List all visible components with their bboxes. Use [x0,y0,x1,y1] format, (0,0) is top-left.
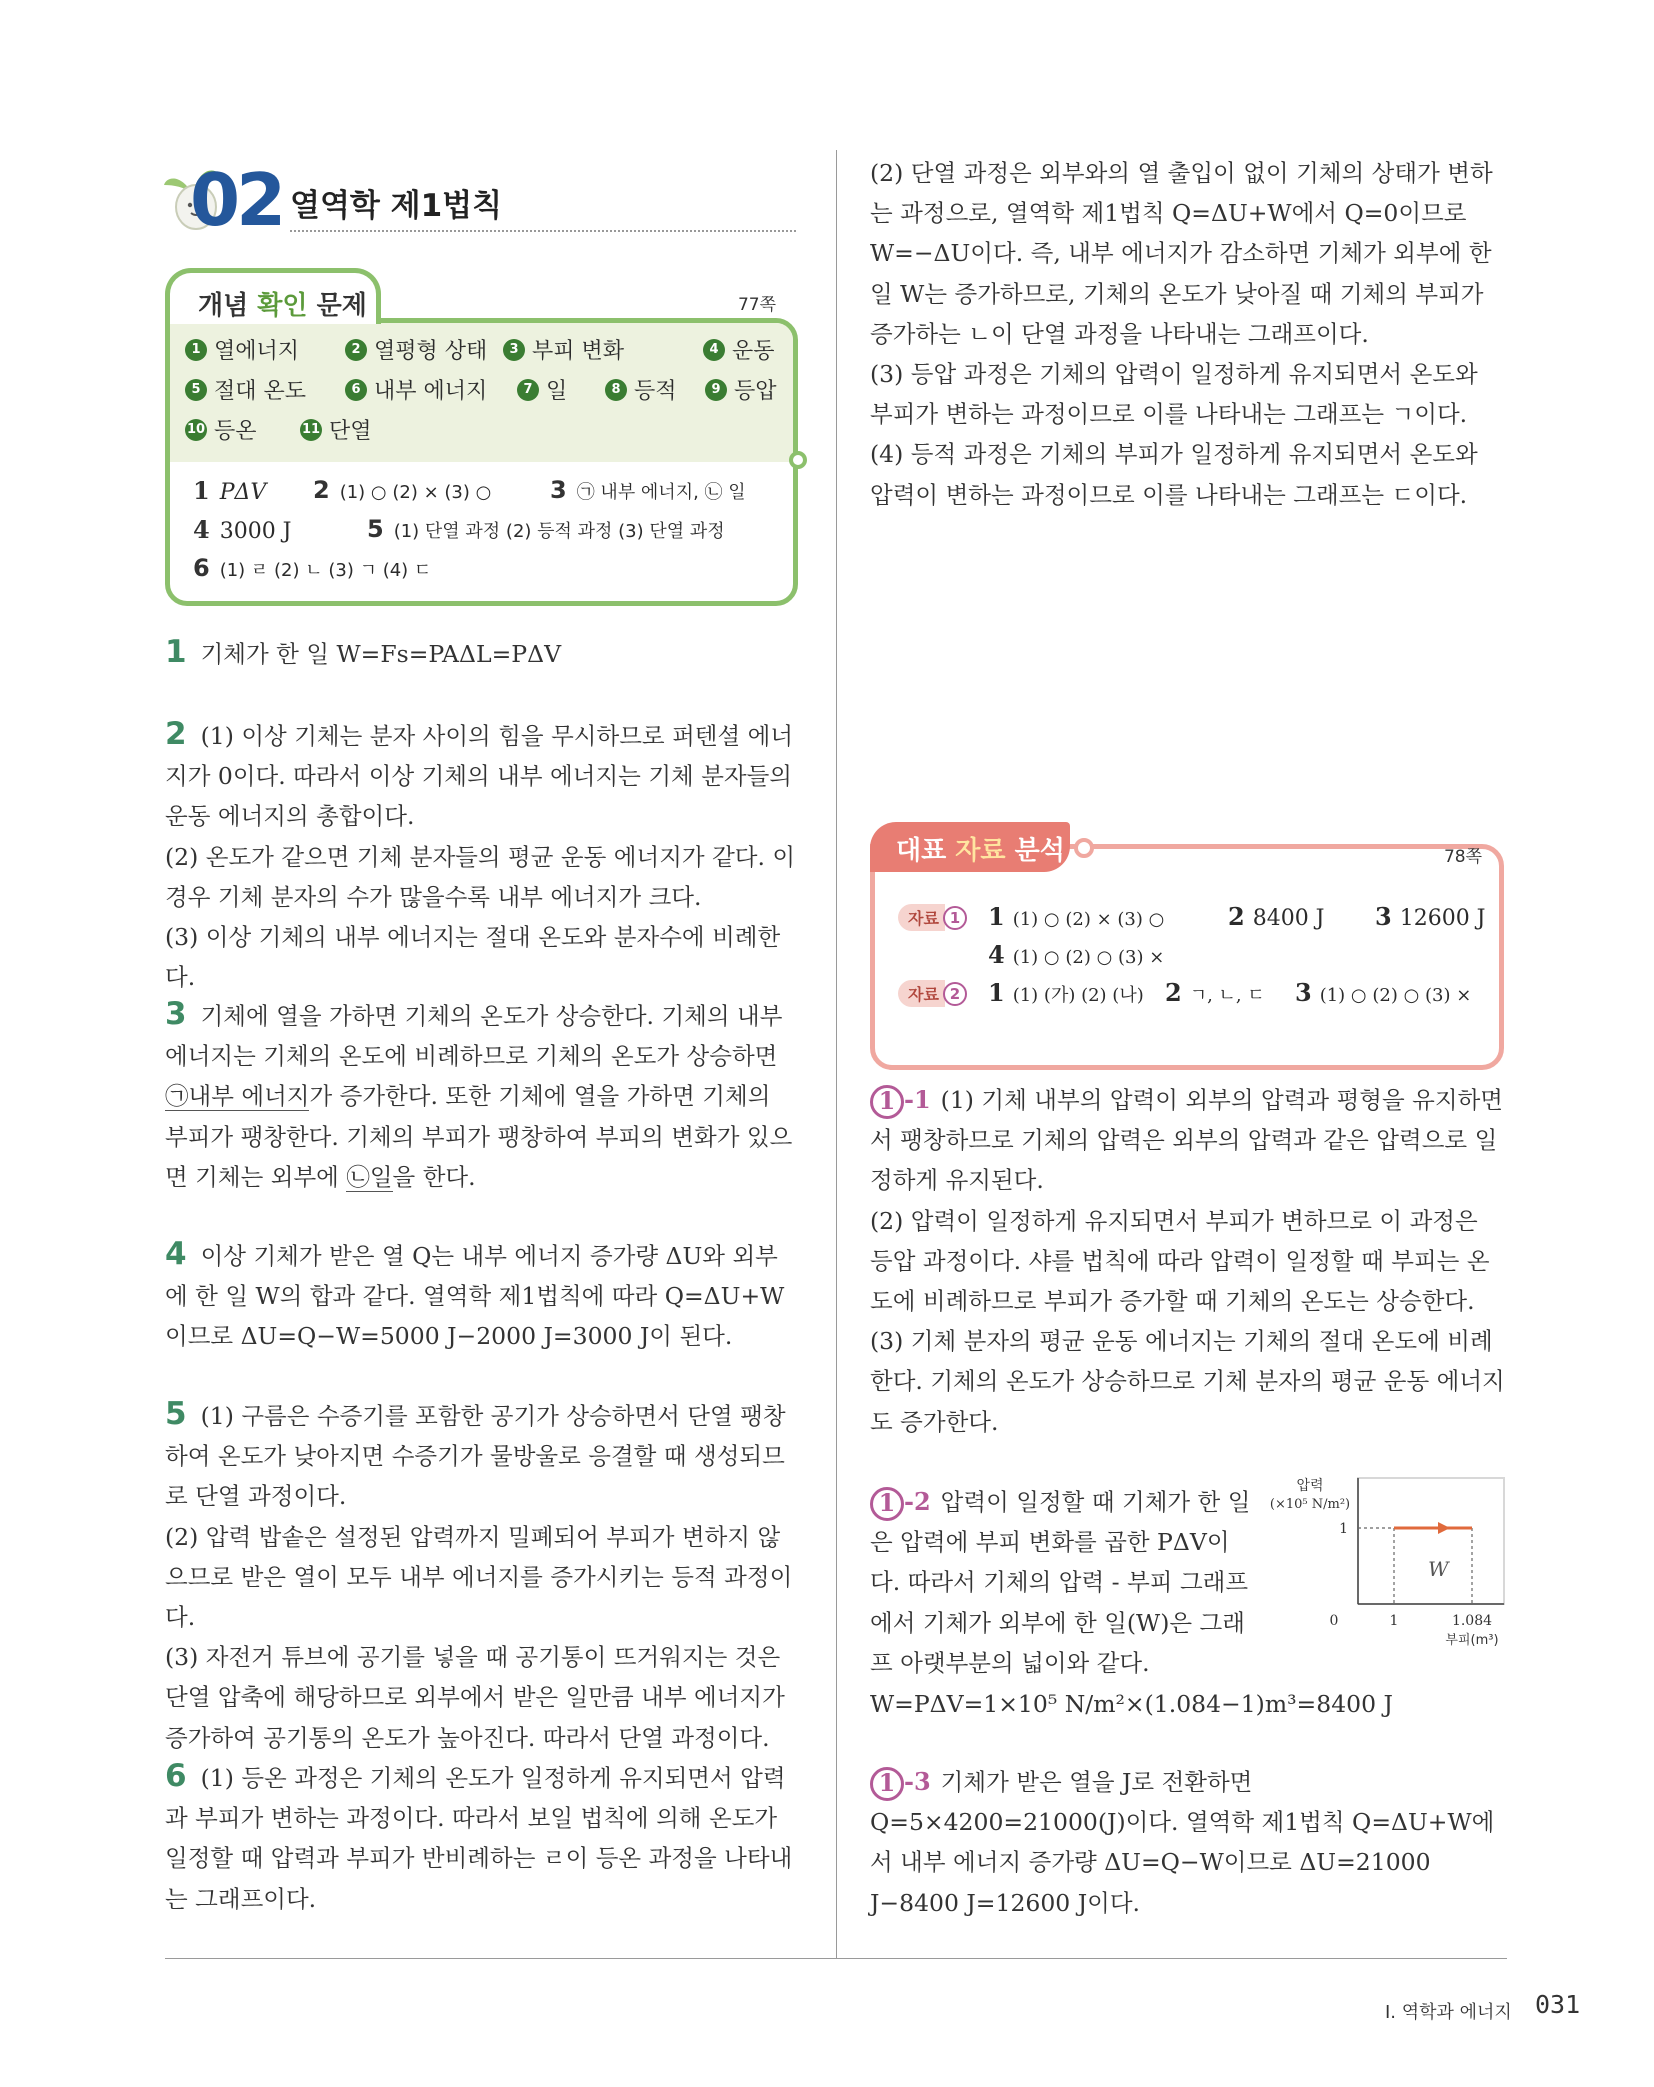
keyword-item: 9 등압 [705,374,777,405]
chapter-title: 열역학 제1법칙 [290,188,503,224]
column-divider [836,150,837,1958]
keyword-item: 3 부피 변화 [503,334,624,365]
answer-item: 3 ㉠ 내부 에너지, ㉡ 일 [550,476,746,504]
analysis-answer: 1 (1) ○ (2) × (3) ○ [988,902,1165,931]
analysis-answer: 3 (1) ○ (2) ○ (3) × [1295,978,1472,1007]
answer-item: 4 3000 J [193,515,292,544]
keyword-item: 11 단열 [301,419,372,444]
concept-page-ref: 77쪽 [737,295,776,315]
keyword-item: 2 열평형 상태 [345,334,487,365]
question-6-continued: (2) 단열 과정은 외부와의 열 출입이 없이 기체의 상태가 변하는 과정으로, 열역학 제1법칙 Q=ΔU+W에서 Q=0이므로 W=−ΔU이다. 즉, 내부 에너지가 감소하면 기체가 외부에 한 일 W는 증가하므로, 기체의 온도가 낮아질 때 기체의 부피가 증가하는 ㄴ이 단열 과정을 나타내는 그래프이다. (3) 등압 과정은 기체의 압력이 일정하게 유지되면서 온도와 부피가 변하는 과정이므로 이를 나타내는 그래프는 ㄱ이다. (4) 등적 과정은 기체의 부피가 일정하게 유지되면서 온도와 압력이 변하는 과정이므로 이를 나타내는 그래프는 ㄷ이다. [870,159,1493,509]
graph-x-label: 부피(m³) [1445,1633,1499,1648]
answer-blank-2: ㉡일 [346,1162,393,1191]
question-5: 5 (1) 구름은 수증기를 포함한 공기가 상승하면서 단열 팽창하여 온도가 낮아지면 수증기가 물방울로 응결할 때 생성되므로 단열 과정이다. (2) 압력 밥솥은 설정된 압력까지 밀폐되어 부피가 변하지 않으므로 받은 열이 모두 내부 에너지를 증가시키는 등적 과정이다. (3) 자전거 튜브에 공기를 넣을 때 공기통이 뜨거워지는 것은 단열 압축에 해당하므로 외부에서 받은 일만큼 내부 에너지가 증가하여 공기통의 온도가 높아진다. 따라서 단열 과정이다. [165,1396,793,1752]
solution-1-3: 1 -3 기체가 받은 열을 J로 전환하면 Q=5×4200=21000(J)이다. 열역학 제1법칙 Q=ΔU+W에서 내부 에너지 증가량 ΔU=Q−W이므로 ΔU=21000 J−8400 J=12600 J이다. [870,1767,1495,1917]
graph-x-tick: 0 [1329,1613,1339,1629]
keyword-item: 7 일 [517,374,567,405]
solution-1-2: 1 -2 압력이 일정할 때 기체가 한 일은 압력에 부피 변화를 곱한 PΔV이다. 따라서 기체의 압력 - 부피 그래프에서 기체가 외부에 한 일(W)은 그래프 아랫부분의 넓이와 같다. [870,1487,1251,1677]
graph-x-tick: 1.084 [1451,1613,1493,1629]
keyword-item: 6 내부 에너지 [345,374,487,405]
footer-section: Ⅰ. 역학과 에너지 [1385,2002,1512,2023]
data-analysis-box [870,822,1504,1070]
keyword-item: 10 등온 [186,419,257,444]
graph-x-tick: 1 [1389,1613,1399,1629]
graph-y-label: 압력 [1296,1478,1324,1494]
keyword-item: 8 등적 [605,374,677,405]
page-number: 031 [1535,1990,1581,2019]
answer-item: 1 PΔV [193,476,267,505]
question-4: 4 이상 기체가 받은 열 Q는 내부 에너지 증가량 ΔU와 외부에 한 일 W의 합과 같다. 열역학 제1법칙에 따라 Q=ΔU+W이므로 ΔU=Q−W=5000 J−2000 J=3000 J이 된다. [165,1236,785,1351]
box-dot [789,451,807,469]
analysis-page-ref: 78쪽 [1443,847,1482,867]
question-2: 2 (1) 이상 기체는 분자 사이의 힘을 무시하므로 퍼텐셜 에너지가 0이다. 따라서 이상 기체의 내부 에너지는 기체 분자들의 운동 에너지의 총합이다. (2) 온도가 같으면 기체 분자들의 평균 운동 에너지가 같다. 이 경우 기체 분자의 수가 많을수록 내부 에너지가 크다. (3) 이상 기체의 내부 에너지는 절대 온도와 분자수에 비례한다. [165,716,796,992]
question-3: 3 기체에 열을 가하면 기체의 온도가 상승한다. 기체의 내부 에너지는 기체의 온도에 비례하므로 기체의 온도가 상승하면 ㉠내부 에너지가 증가한다. 또한 기체에 열을 가하면 기체의 부피가 팽창한다. 기체의 부피가 팽창하여 부피의 변화가 있으면 기체는 외부에 ㉡일을 한다. [165,996,793,1191]
solution-1-1: 1 -1 (1) 기체 내부의 압력이 외부의 압력과 평형을 유지하면서 팽창하므로 기체의 압력은 외부의 압력과 같은 압력으로 일정하게 유지된다. (2) 압력이 일정하게 유지되면서 부피가 변하므로 이 과정은 등압 과정이다. 샤를 법칙에 따라 압력이 일정할 때 부피는 온도에 비례하므로 부피가 증가할 때 기체의 온도는 상승한다. (3) 기체 분자의 평균 운동 에너지는 기체의 절대 온도에 비례한다. 기체의 온도가 상승하므로 기체 분자의 평균 운동 에너지도 증가한다. [870,1085,1505,1436]
graph-y-unit: (×10⁵ N/m²) [1269,1497,1351,1512]
question-1: 1 기체가 한 일 W=Fs=PAΔL=PΔV [165,634,562,670]
title-underline [290,230,796,232]
analysis-answer: 1 (1) (가) (2) (나) [988,978,1144,1007]
problem-number-badge: 1 [870,1085,904,1119]
concept-tab-label: 개념 확인 문제 [198,291,367,321]
chapter-number: 02 [190,158,283,242]
graph-y-tick: 1 [1339,1521,1348,1537]
answer-item: 2 (1) ○ (2) × (3) ○ [313,476,492,504]
graph-frame [1358,1478,1504,1604]
data-tag-1: 자료 1 [898,904,967,931]
analysis-answer: 3 12600 J [1375,902,1486,931]
graph-area-label: W [1428,1557,1449,1581]
answer-blank-1: ㉠내부 에너지 [165,1082,310,1111]
keyword-item: 1 열에너지 [185,334,299,365]
work-formula: W=PΔV=1×10⁵ N/m²×(1.084−1)m³=8400 J [870,1690,1393,1718]
problem-number-badge: 1 [870,1487,904,1521]
concept-tab [165,268,381,324]
question-6: 6 (1) 등온 과정은 기체의 온도가 일정하게 유지되면서 압력과 부피가 변하는 과정이다. 따라서 보일 법칙에 의해 온도가 일정할 때 압력과 부피가 반비례하는 ㄹ이 등온 과정을 나타내는 그래프이다. [165,1758,793,1913]
box-dot [1074,838,1094,858]
concept-check-box [165,268,798,606]
analysis-answer: 4 (1) ○ (2) ○ (3) × [988,940,1165,969]
data-tag-2: 자료 2 [898,980,967,1007]
pressure-volume-graph [1262,1476,1510,1656]
answer-item: 6 (1) ㄹ (2) ㄴ (3) ㄱ (4) ㄷ [193,554,432,582]
analysis-tab-label: 대표 자료 분석 [896,836,1065,866]
answer-item: 5 (1) 단열 과정 (2) 등적 과정 (3) 단열 과정 [367,515,725,543]
keyword-item: 5 절대 온도 [185,374,306,405]
analysis-frame [870,844,1504,1070]
problem-number-badge: 1 [870,1767,904,1801]
analysis-answer: 2 8400 J [1228,902,1325,931]
footer-divider [165,1958,1507,1959]
process-arrow [1438,1522,1450,1534]
keyword-item: 4 운동 [703,334,775,365]
analysis-answer: 2 ㄱ, ㄴ, ㄷ [1165,978,1265,1007]
analysis-tab [870,822,1070,872]
